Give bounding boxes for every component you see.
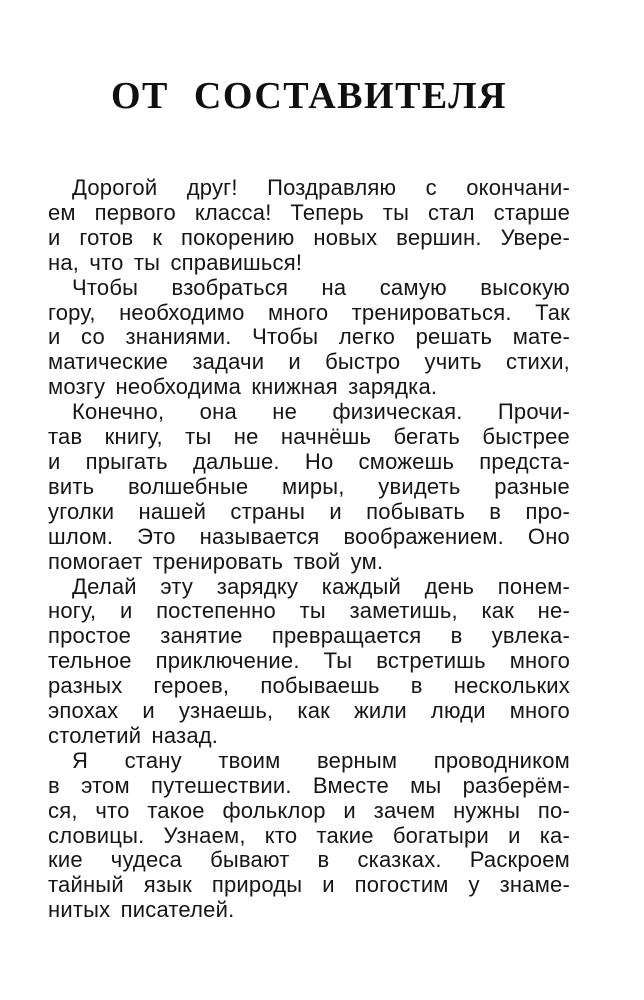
- text-line: эпохах и узнаешь, как жили люди много: [48, 698, 570, 724]
- text-line: тельное приключение. Ты встретишь много: [48, 648, 570, 674]
- text-line: ногу, и постепенно ты заметишь, как не-: [48, 598, 570, 624]
- text-line: помогает тренировать твой ум.: [48, 548, 384, 574]
- text-line: шлом. Это называется воображением. Оно: [48, 523, 570, 549]
- text-line: словицы. Узнаем, кто такие богатыри и ка-: [48, 822, 570, 848]
- paragraph: [48, 575, 570, 749]
- text-line: разных героев, побываешь в нескольких: [48, 673, 570, 699]
- text-line: уголки нашей страны и побывать в про-: [48, 498, 570, 524]
- text-line: и прыгать дальше. Но сможешь предста-: [48, 448, 570, 474]
- text-line: Я стану твоим верным проводником: [72, 747, 570, 773]
- text-line: тайный язык природы и погостим у знаме-: [48, 872, 570, 898]
- text-line: ся, что такое фольклор и зачем нужны по-: [48, 797, 570, 823]
- text-line: мозгу необходима книжная зарядка.: [48, 374, 438, 400]
- text-line: матические задачи и быстро учить стихи,: [48, 349, 570, 375]
- text-line: кие чудеса бывают в сказках. Раскроем: [48, 847, 570, 873]
- body-text: [48, 176, 570, 923]
- text-line: и готов к покорению новых вершин. Увере-: [48, 224, 570, 250]
- text-line: Делай эту зарядку каждый день понем-: [72, 573, 570, 599]
- paragraph: [48, 176, 570, 276]
- paragraph: [48, 400, 570, 574]
- text-line: простое занятие превращается в увлека-: [48, 623, 570, 649]
- text-line: в этом путешествии. Вместе мы разберём-: [48, 772, 570, 798]
- text-line: столетий назад.: [48, 722, 219, 748]
- paragraph: [48, 276, 570, 401]
- text-line: на, что ты справишься!: [48, 249, 303, 275]
- text-line: Чтобы взобраться на самую высокую: [72, 274, 570, 300]
- text-line: нитых писателей.: [48, 897, 235, 923]
- text-line: вить волшебные миры, увидеть разные: [48, 473, 570, 499]
- text-line: и со знаниями. Чтобы легко решать мате-: [48, 324, 570, 350]
- paragraph: [48, 749, 570, 923]
- text-line: ем первого класса! Теперь ты стал старше: [48, 199, 570, 225]
- text-line: тав книгу, ты не начнёшь бегать быстрее: [48, 424, 570, 450]
- text-line: Конечно, она не физическая. Прочи-: [72, 399, 570, 425]
- page-title: ОТ СОСТАВИТЕЛЯ: [110, 75, 508, 117]
- text-line: гору, необходимо много тренироваться. Так: [48, 299, 570, 325]
- text-line: Дорогой друг! Поздравляю с окончани-: [72, 175, 570, 200]
